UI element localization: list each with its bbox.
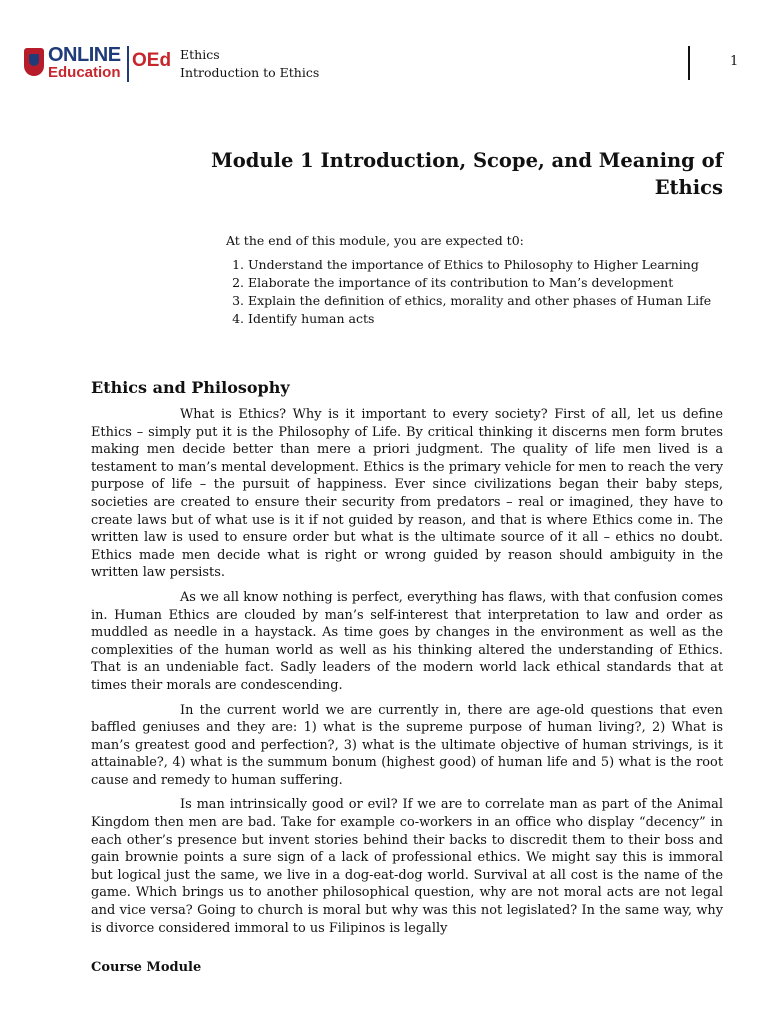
page-header	[24, 42, 768, 92]
logo-education-text: Education	[48, 64, 121, 81]
logo-divider	[127, 46, 129, 82]
course-info	[180, 46, 319, 82]
online-education-logo	[24, 42, 184, 86]
module-title-line2: Ethics	[654, 176, 723, 199]
body-paragraph: In the current world we are currently in, there are age-old questions that even baffled geniuses and they are: 1) what is the supreme purpose of human living?, 2) What is man’s greatest good and perfection?, 3) what is the ultimate objective of human strivings, is it attainable?, 4) what is the summum bonum (highest good) of human life and 5) what is the root cause and remedy to human suffering.	[91, 702, 723, 788]
shield-icon	[24, 48, 44, 76]
objectives-intro: At the end of this module, you are expected t0:	[226, 233, 524, 248]
objective-item: 4. Identify human acts	[248, 310, 736, 328]
course-subtitle: Introduction to Ethics	[180, 65, 320, 80]
objective-item: 1. Understand the importance of Ethics to Philosophy to Higher Learning	[248, 256, 736, 274]
body-paragraph: What is Ethics? Why is it important to every society? First of all, let us define Ethics – simply put it is the Philosophy of Life. By critical thinking it discerns men form brutes making men decide better than mere a priori judgment. The quality of life men lived is a testament to man’s mental development. Ethics is the primary vehicle for men to reach the very purpose of life – the pursuit of happiness. Ever since civilizations began their baby steps, societies are created to ensure their security from predators – real or imagined, they have to create laws but of what use is it if not guided by reason, and that is where Ethics come in. The written law is used to ensure order but what is the ultimate source of it all – ethics no doubt. Ethics made men decide what is right or wrong guided by reason should ambiguity in the written law persists.	[91, 407, 723, 581]
objective-item: 2. Elaborate the importance of its contribution to Man’s development	[248, 274, 736, 292]
objective-item: 3. Explain the definition of ethics, morality and other phases of Human Life	[248, 292, 736, 310]
body-paragraph: Is man intrinsically good or evil? If we are to correlate man as part of the Animal Kingdom then men are bad. Take for example co-workers in an office who display “decency” in each other’s presence but invent stories behind their backs to discredit them to their boss and gain brownie points a sure sign of a lack of professional ethics. We might say this is immoral but logical just the same, we live in a dog-eat-dog world. Survival at all cost is the name of the game. Which brings us to another philosophical question, why are not moral acts are not legal and vice versa? Going to church is moral but why was this not legislated? In the same way, why is divorce considered immoral to us Filipinos is legally	[91, 797, 723, 936]
section-body	[91, 406, 723, 944]
learning-objectives	[226, 233, 736, 328]
course-subject: Ethics	[180, 47, 220, 62]
logo-oed-text: OEd	[132, 50, 172, 71]
module-title	[180, 147, 723, 201]
logo-online-text: ONLINE	[48, 44, 121, 66]
objectives-list	[226, 256, 736, 328]
section-heading: Ethics and Philosophy	[91, 378, 290, 397]
header-divider	[688, 46, 690, 80]
body-paragraph: As we all know nothing is perfect, everything has flaws, with that confusion comes in. Human Ethics are clouded by man’s self-interest that interpretation to law and order as muddled as needle in a haystack. As time goes by changes in the environment as well as the complexities of the human world as well as his thinking altered the understanding of Ethics. That is an undeniable fact. Sadly leaders of the modern world lack ethical standards that at times their morals are condescending.	[91, 589, 723, 693]
page-footer: Course Module	[91, 960, 202, 975]
page-number: 1	[730, 54, 739, 69]
module-title-line1: Module 1 Introduction, Scope, and Meaning of	[211, 149, 723, 172]
